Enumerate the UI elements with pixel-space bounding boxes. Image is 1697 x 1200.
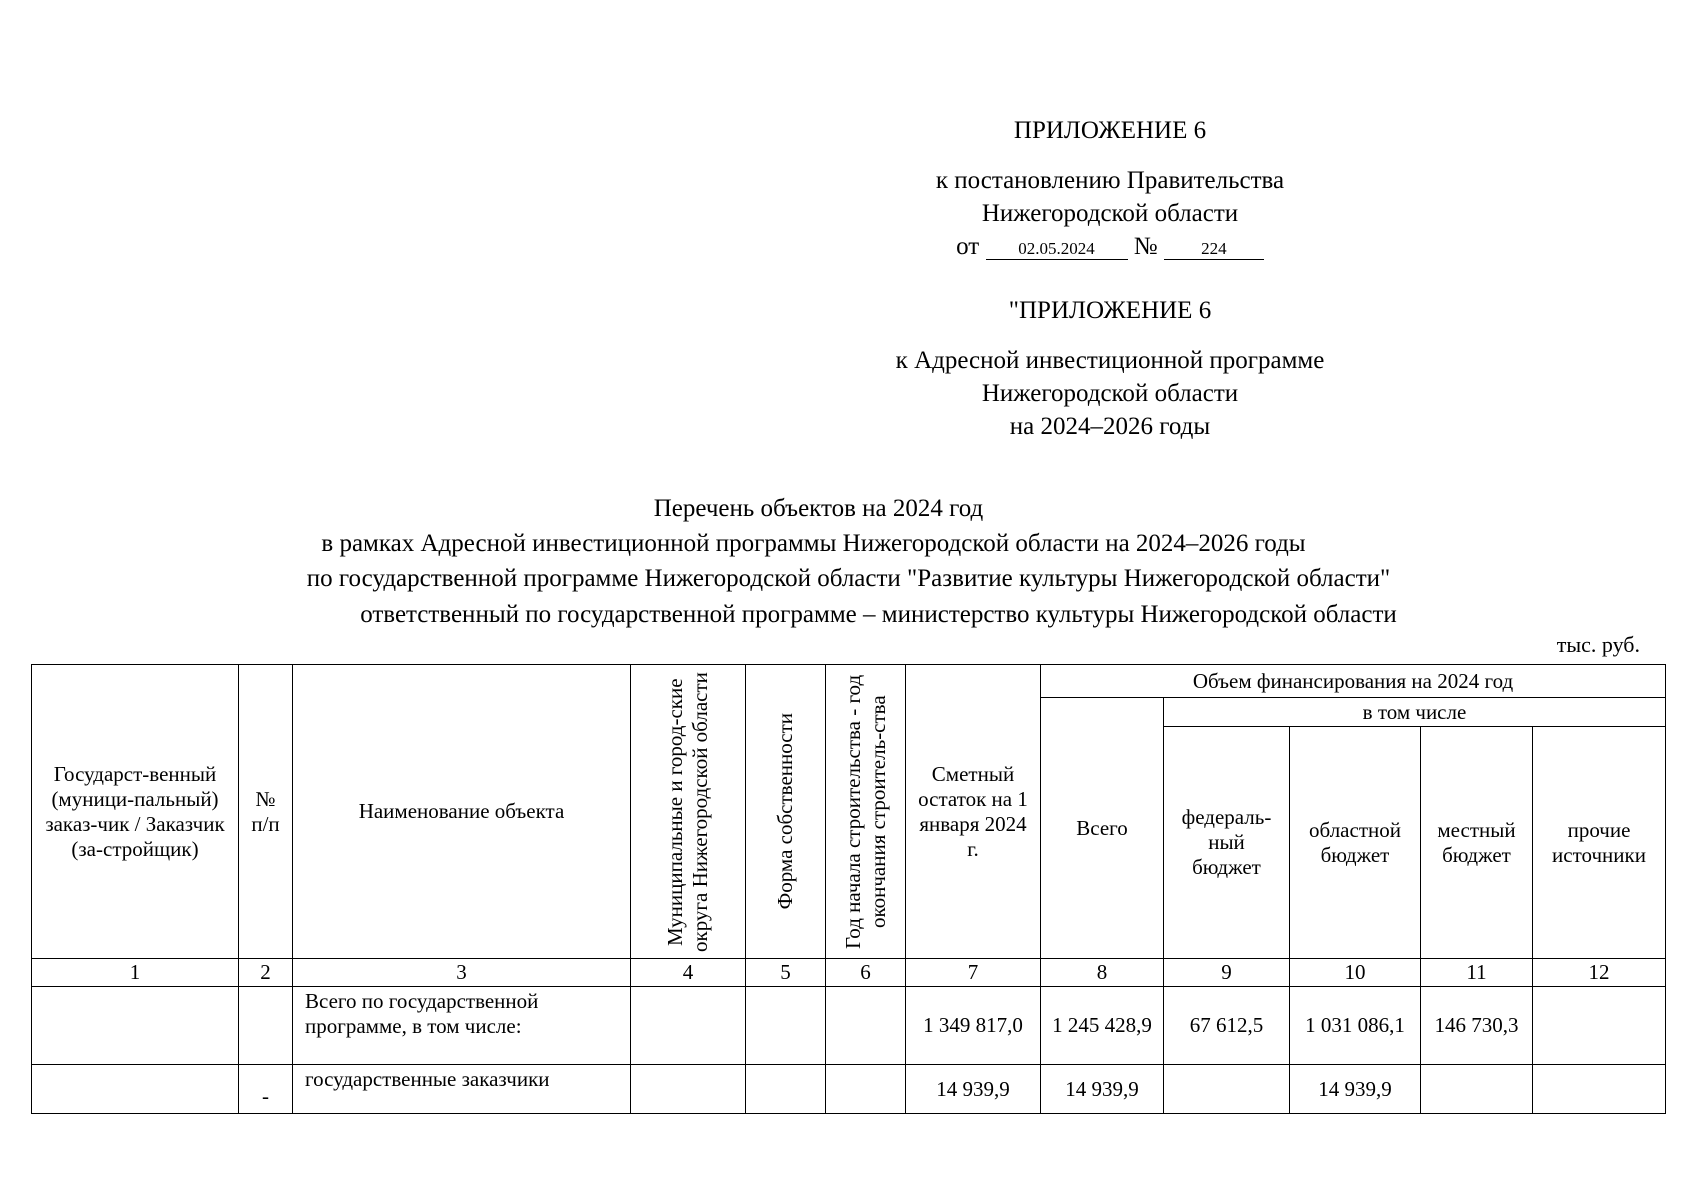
cell-estimate: 1 349 817,0 (906, 987, 1041, 1065)
header-other: прочие источники (1533, 727, 1666, 959)
doc-title-line3: по государственной программе Нижегородской области "Развитие культуры Нижегородской области" (306, 565, 1391, 592)
doc-title-line4: ответственный по государственной программе – министерство культуры Нижегородской области (360, 601, 1397, 628)
header-ownership-text: Форма собственности (773, 713, 797, 910)
header-years-text: Год начала строительства - год окончания строитель-ства (840, 674, 890, 949)
column-number: 5 (746, 959, 826, 987)
header-name: Наименование объекта (293, 665, 631, 959)
cell-federal: 67 612,5 (1164, 987, 1290, 1065)
date-value: 02.05.2024 (986, 239, 1128, 260)
cell-years (826, 1065, 906, 1114)
cell-regional: 1 031 086,1 (1290, 987, 1421, 1065)
header-including: в том числе (1164, 698, 1666, 727)
cell-customer (32, 1065, 239, 1114)
column-number-row (32, 959, 1666, 987)
header-years (826, 665, 906, 959)
cell-other (1533, 1065, 1666, 1114)
cell-customer (32, 987, 239, 1065)
header-local: местный бюджет (1421, 727, 1533, 959)
column-number: 10 (1290, 959, 1421, 987)
header-num: № п/п (239, 665, 293, 959)
number-prefix: № (1133, 233, 1158, 260)
header-estimate: Сметный остаток на 1 января 2024 г. (906, 665, 1041, 959)
cell-ownership (746, 987, 826, 1065)
cell-num (239, 987, 293, 1065)
inner-appendix-line3: на 2024–2026 годы (1009, 413, 1211, 440)
date-prefix: от (956, 233, 980, 260)
header-ownership (746, 665, 826, 959)
number-value: 224 (1164, 239, 1264, 260)
units-label: тыс. руб. (1556, 632, 1640, 657)
doc-title-line1: Перечень объектов на 2024 год (653, 495, 984, 522)
column-number: 9 (1164, 959, 1290, 987)
cell-federal (1164, 1065, 1290, 1114)
cell-regional: 14 939,9 (1290, 1065, 1421, 1114)
appendix-to-line2: Нижегородской области (981, 200, 1239, 227)
inner-appendix-line1: к Адресной инвестиционной программе (895, 347, 1325, 374)
header-customer: Государст-венный (муници-пальный) заказ-чик / Заказчик (за-стройщик) (32, 665, 239, 959)
column-number: 2 (239, 959, 293, 987)
cell-local (1421, 1065, 1533, 1114)
column-number: 11 (1421, 959, 1533, 987)
header-row-1 (32, 665, 1666, 698)
column-number: 8 (1041, 959, 1164, 987)
column-number: 7 (906, 959, 1041, 987)
doc-title-line2: в рамках Адресной инвестиционной программы Нижегородской области на 2024–2026 годы (321, 530, 1306, 557)
header-funding: Объем финансирования на 2024 год (1041, 665, 1666, 698)
cell-name: Всего по государственной программе, в том числе: (293, 987, 631, 1065)
cell-municipal (631, 1065, 746, 1114)
appendix-date-line (760, 230, 1460, 263)
header-municipal (631, 665, 746, 959)
cell-total: 14 939,9 (1041, 1065, 1164, 1114)
inner-appendix-line2: Нижегородской области (981, 380, 1239, 407)
cell-other (1533, 987, 1666, 1065)
cell-ownership (746, 1065, 826, 1114)
column-number: 6 (826, 959, 906, 987)
column-number: 4 (631, 959, 746, 987)
cell-name: государственные заказчики (293, 1065, 631, 1114)
cell-total: 1 245 428,9 (1041, 987, 1164, 1065)
header-total: Всего (1041, 698, 1164, 959)
objects-table (31, 664, 1666, 1114)
inner-appendix-title: "ПРИЛОЖЕНИЕ 6 (1008, 297, 1212, 324)
header-regional: областной бюджет (1290, 727, 1421, 959)
header-municipal-text: Муниципальные и город-ские округа Нижегородской области (663, 671, 712, 952)
cell-estimate: 14 939,9 (906, 1065, 1041, 1114)
cell-num: - (239, 1065, 293, 1114)
column-number: 3 (293, 959, 631, 987)
column-number: 12 (1533, 959, 1666, 987)
appendix-to-line1: к постановлению Правительства (935, 167, 1285, 194)
column-number: 1 (32, 959, 239, 987)
table-row (32, 987, 1666, 1065)
cell-local: 146 730,3 (1421, 987, 1533, 1065)
header-federal: федераль-ный бюджет (1164, 727, 1290, 959)
table-row (32, 1065, 1666, 1114)
cell-years (826, 987, 906, 1065)
appendix-title: ПРИЛОЖЕНИЕ 6 (1013, 117, 1207, 144)
cell-municipal (631, 987, 746, 1065)
